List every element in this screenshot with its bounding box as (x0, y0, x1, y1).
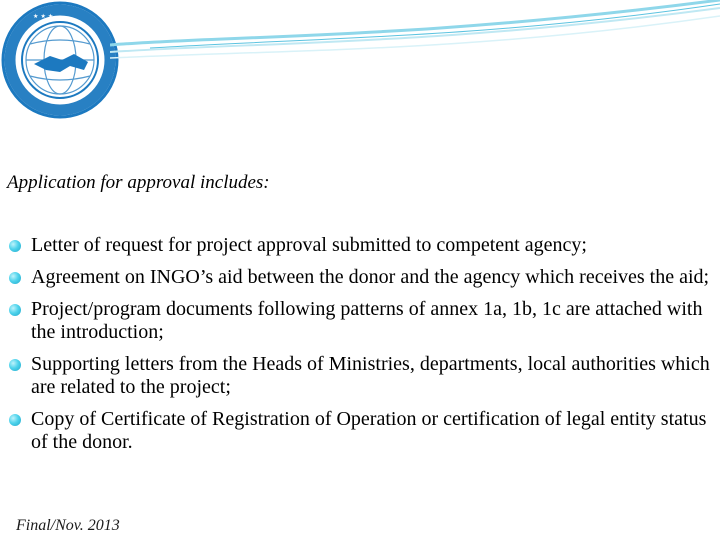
bullet-icon (9, 414, 21, 426)
list-item-text: Agreement on INGO’s aid between the donor and the agency which receives the aid; (31, 266, 710, 288)
bullet-icon (9, 359, 21, 371)
list-item (0, 298, 710, 344)
list-item (0, 353, 710, 399)
bullet-icon (9, 272, 21, 284)
list-item-text: Letter of request for project approval submitted to competent agency; (31, 234, 587, 256)
list-item-text: Copy of Certificate of Registration of Operation or certification of legal entity status of the donor. (31, 408, 707, 453)
requirements-list (0, 234, 710, 463)
section-heading: Application for approval includes: (7, 172, 270, 193)
header-swoosh (110, 0, 720, 70)
list-item-text: Supporting letters from the Heads of Ministries, departments, local authorities which are related to the project; (31, 353, 710, 398)
svg-text:★ ★ ★: ★ ★ ★ (33, 13, 54, 20)
bullet-icon (9, 304, 21, 316)
list-item (0, 266, 710, 289)
list-item (0, 234, 710, 257)
footer-note: Final/Nov. 2013 (16, 517, 120, 534)
list-item-text: Project/program documents following patterns of annex 1a, 1b, 1c are attached with the introduction; (31, 298, 703, 343)
organization-logo (0, 0, 120, 120)
list-item (0, 408, 710, 454)
bullet-icon (9, 240, 21, 252)
